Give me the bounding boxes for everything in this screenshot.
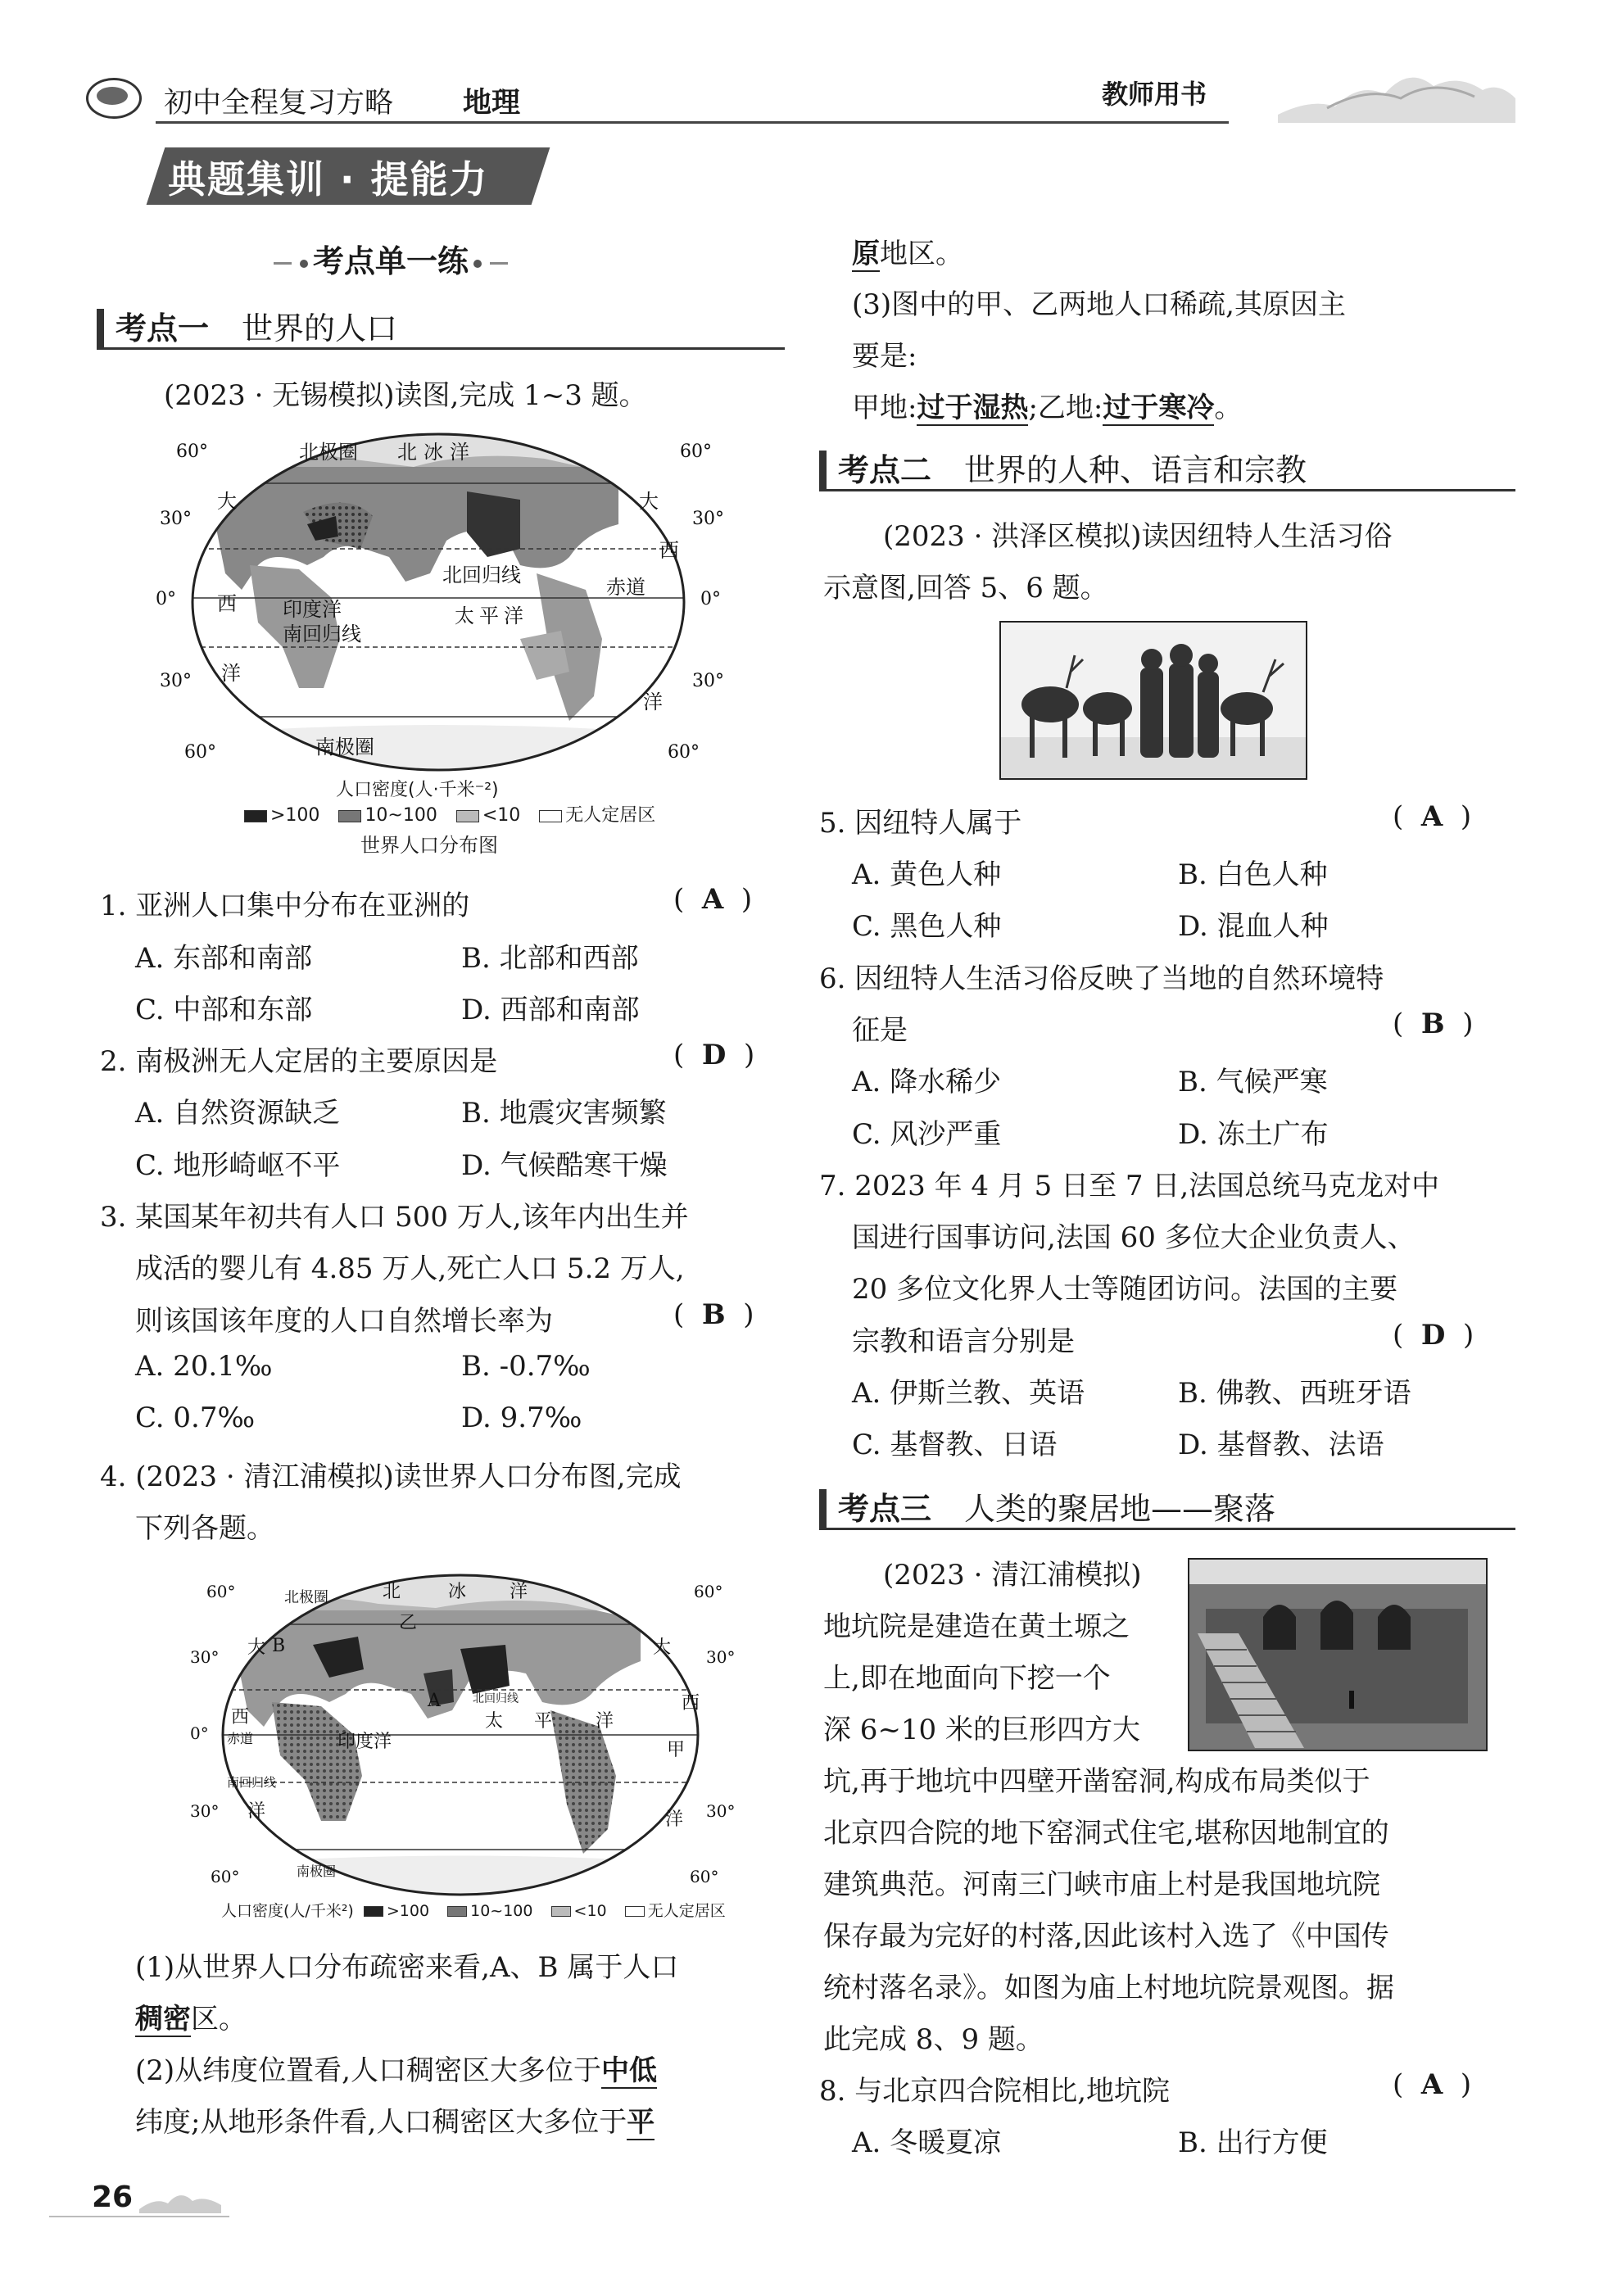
q3-option-c: C. 0.7‰ bbox=[135, 1402, 256, 1434]
topic-three-line-7: 建筑典范。河南三门峡市庙上村是我国地坑院 bbox=[823, 1868, 1380, 1901]
topic-three-line-10: 此完成 8、9 题。 bbox=[823, 2023, 1044, 2056]
topic-three-line-2: 地坑院是建造在黄土塬之 bbox=[823, 1610, 1130, 1643]
svg-text:南极圈: 南极圈 bbox=[297, 1864, 337, 1879]
map1-tropic-n: 北回归线 bbox=[442, 564, 521, 586]
q6-line-2: 征是 bbox=[852, 1014, 908, 1047]
map1-tropic-s: 南回归线 bbox=[283, 623, 361, 645]
q6-answer: ( B ) bbox=[1393, 1008, 1474, 1040]
topic-three-line-4: 深 6~10 米的巨形四方大 bbox=[823, 1714, 1140, 1746]
svg-text:60°: 60° bbox=[184, 742, 216, 763]
topic-two-intro-1: (2023 · 洪泽区模拟)读因纽特人生活习俗 bbox=[883, 520, 1393, 553]
q8-option-b: B. 出行方便 bbox=[1178, 2126, 1328, 2159]
header-rule bbox=[156, 121, 1229, 124]
cave-dwelling-photo bbox=[1188, 1558, 1488, 1751]
q3-option-b: B. -0.7‰ bbox=[461, 1350, 591, 1383]
q3-answer: ( B ) bbox=[673, 1298, 754, 1331]
svg-text:西: 西 bbox=[682, 1693, 700, 1714]
q6-option-c: C. 风沙严重 bbox=[852, 1118, 1002, 1151]
q7-option-c: C. 基督教、日语 bbox=[852, 1429, 1058, 1461]
q8-answer: ( A ) bbox=[1393, 2068, 1472, 2101]
svg-text:大: 大 bbox=[653, 1637, 672, 1658]
svg-text:甲: 甲 bbox=[667, 1740, 686, 1760]
svg-text:西: 西 bbox=[231, 1707, 250, 1728]
q5-option-a: A. 黄色人种 bbox=[852, 858, 1002, 891]
footer-decoration-icon bbox=[139, 2181, 221, 2213]
svg-text:30°: 30° bbox=[160, 671, 192, 691]
q5-answer: ( A ) bbox=[1393, 800, 1472, 833]
svg-text:60°: 60° bbox=[668, 742, 700, 763]
q1-option-c: C. 中部和东部 bbox=[135, 994, 313, 1026]
q1-option-a: A. 东部和南部 bbox=[135, 942, 313, 975]
q7-line-4: 宗教和语言分别是 bbox=[852, 1325, 1075, 1358]
map1-xi-right: 西 bbox=[659, 539, 679, 562]
q3-line-3: 则该国该年度的人口自然增长率为 bbox=[135, 1305, 553, 1338]
q2-option-a: A. 自然资源缺乏 bbox=[135, 1097, 341, 1130]
q3-line-2: 成活的婴儿有 4.85 万人,死亡人口 5.2 万人, bbox=[135, 1252, 685, 1285]
svg-text:30°: 30° bbox=[692, 671, 724, 691]
q5-option-d: D. 混血人种 bbox=[1178, 910, 1329, 943]
q6-option-a: A. 降水稀少 bbox=[852, 1066, 1002, 1098]
svg-text:北极圈: 北极圈 bbox=[284, 1589, 328, 1606]
svg-text:60°: 60° bbox=[176, 442, 208, 462]
q6-option-b: B. 气候严寒 bbox=[1178, 1066, 1328, 1098]
svg-text:30°: 30° bbox=[706, 1801, 736, 1821]
svg-text:0°: 0° bbox=[156, 589, 176, 609]
svg-text:60°: 60° bbox=[206, 1582, 236, 1601]
q4-part3-line2: 要是: bbox=[852, 340, 917, 373]
topic-three-line-1: (2023 · 清江浦模拟) bbox=[883, 1559, 1142, 1592]
map1-equator: 赤道 bbox=[606, 576, 645, 599]
map1-caption: 世界人口分布图 bbox=[360, 834, 498, 857]
topic-three-header: 考点三 人类的聚居地——聚落 bbox=[819, 1489, 1515, 1530]
map1-indian-ocean: 印度洋 bbox=[283, 598, 342, 621]
svg-text:60°: 60° bbox=[680, 442, 712, 462]
topic-three-line-5: 坑,再于地坑中四壁开凿窑洞,构成布局类似于 bbox=[823, 1765, 1370, 1798]
svg-text:印度洋: 印度洋 bbox=[337, 1732, 392, 1752]
q1-option-b: B. 北部和西部 bbox=[461, 942, 639, 975]
svg-text:南回归线: 南回归线 bbox=[227, 1775, 277, 1790]
svg-text:B: B bbox=[272, 1636, 286, 1656]
world-population-map-2 bbox=[190, 1571, 736, 1907]
q5-stem: 5. 因纽特人属于 bbox=[819, 807, 1022, 840]
q6-option-d: D. 冻土广布 bbox=[1178, 1118, 1329, 1151]
inuit-photo bbox=[999, 621, 1307, 780]
q7-line-1: 7. 2023 年 4 月 5 日至 7 日,法国总统马克龙对中 bbox=[819, 1170, 1440, 1202]
mountain-decoration-icon bbox=[1278, 49, 1515, 123]
q4-part3-line3: 甲地:过于湿热;乙地:过于寒冷。 bbox=[852, 392, 1243, 424]
world-population-map-1 bbox=[156, 426, 724, 778]
svg-text:太: 太 bbox=[485, 1711, 504, 1732]
map1-yang-right: 洋 bbox=[643, 691, 663, 713]
map1-yang-left: 洋 bbox=[221, 662, 241, 685]
book-title: 初中全程复习方略 bbox=[164, 87, 394, 120]
teacher-edition-label: 教师用书 bbox=[1102, 79, 1207, 110]
svg-text:30°: 30° bbox=[706, 1647, 736, 1667]
topic-two-header: 考点二 世界的人种、语言和宗教 bbox=[819, 451, 1515, 491]
footer-rule bbox=[49, 2216, 229, 2217]
svg-text:平: 平 bbox=[534, 1711, 553, 1732]
q4-part1-line2: 稠密区。 bbox=[135, 2003, 247, 2036]
svg-text:洋: 洋 bbox=[247, 1801, 266, 1822]
q7-line-3: 20 多位文化界人士等随团访问。法国的主要 bbox=[852, 1273, 1398, 1306]
map1-arctic-ocean: 北冰洋 bbox=[397, 441, 476, 464]
q4-part2-line3: 原地区。 bbox=[852, 238, 963, 270]
q1-stem: 1. 亚洲人口集中分布在亚洲的 bbox=[100, 890, 470, 922]
map2-legend: 人口密度(人/千米²) >100 10~100 <10 无人定居区 bbox=[221, 1902, 726, 1920]
map1-antarctic-circle: 南极圈 bbox=[315, 736, 374, 759]
q4-part3-line1: (3)图中的甲、乙两地人口稀疏,其原因主 bbox=[852, 288, 1346, 321]
map1-arctic-circle: 北极圈 bbox=[299, 441, 358, 464]
q4-part2-line2: 纬度;从地形条件看,人口稠密区大多位于平 bbox=[135, 2106, 655, 2139]
map1-legend-title: 人口密度(人·千米⁻²) bbox=[336, 780, 499, 800]
svg-text:洋: 洋 bbox=[596, 1711, 614, 1732]
svg-text:60°: 60° bbox=[211, 1867, 240, 1886]
q5-option-c: C. 黑色人种 bbox=[852, 910, 1002, 943]
q1-answer: ( A ) bbox=[673, 883, 753, 916]
svg-text:冰: 冰 bbox=[448, 1582, 467, 1602]
q7-option-d: D. 基督教、法语 bbox=[1178, 1429, 1384, 1461]
svg-text:0°: 0° bbox=[700, 589, 721, 609]
svg-text:北: 北 bbox=[383, 1582, 401, 1602]
topic-one-intro: (2023 · 无锡模拟)读图,完成 1~3 题。 bbox=[164, 379, 647, 412]
map1-legend: >100 10~100 <10 无人定居区 bbox=[231, 801, 655, 826]
topic-two-intro-2: 示意图,回答 5、6 题。 bbox=[823, 572, 1108, 605]
q4-line-2: 下列各题。 bbox=[135, 1512, 274, 1545]
page-number: 26 bbox=[92, 2181, 134, 2214]
svg-text:A: A bbox=[428, 1691, 441, 1711]
q2-option-b: B. 地震灾害频繁 bbox=[461, 1097, 667, 1130]
q7-answer: ( D ) bbox=[1393, 1319, 1474, 1352]
svg-text:60°: 60° bbox=[690, 1867, 719, 1886]
q2-answer: ( D ) bbox=[673, 1039, 755, 1071]
q4-line-1: 4. (2023 · 清江浦模拟)读世界人口分布图,完成 bbox=[100, 1460, 682, 1493]
map1-da-left: 大 bbox=[217, 490, 237, 513]
q2-option-c: C. 地形崎岖不平 bbox=[135, 1149, 341, 1182]
q1-option-d: D. 西部和南部 bbox=[461, 994, 640, 1026]
q8-stem: 8. 与北京四合院相比,地坑院 bbox=[819, 2075, 1171, 2108]
q3-option-a: A. 20.1‰ bbox=[135, 1350, 273, 1383]
q6-line-1: 6. 因纽特人生活习俗反映了当地的自然环境特 bbox=[819, 962, 1384, 995]
logo-icon bbox=[86, 78, 142, 119]
section-banner-text: 典题集训 · 提能力 bbox=[168, 157, 489, 202]
q2-stem: 2. 南极洲无人定居的主要原因是 bbox=[100, 1045, 498, 1078]
q2-option-d: D. 气候酷寒干燥 bbox=[461, 1149, 668, 1182]
svg-text:大: 大 bbox=[247, 1637, 266, 1658]
q7-option-a: A. 伊斯兰教、英语 bbox=[852, 1377, 1085, 1410]
subject-label: 地理 bbox=[463, 87, 521, 120]
topic-three-line-3: 上,即在地面向下挖一个 bbox=[823, 1662, 1111, 1695]
q4-part2-line1: (2)从纬度位置看,人口稠密区大多位于中低 bbox=[135, 2054, 657, 2087]
q5-option-b: B. 白色人种 bbox=[1178, 858, 1328, 891]
q3-option-d: D. 9.7‰ bbox=[461, 1402, 582, 1434]
svg-text:30°: 30° bbox=[190, 1801, 220, 1821]
svg-text:30°: 30° bbox=[190, 1647, 220, 1667]
section-heading: 考点单一练 bbox=[270, 236, 511, 281]
svg-text:30°: 30° bbox=[160, 509, 192, 529]
q7-option-b: B. 佛教、西班牙语 bbox=[1178, 1377, 1411, 1410]
svg-text:洋: 洋 bbox=[665, 1809, 684, 1830]
svg-text:乙: 乙 bbox=[399, 1613, 418, 1633]
svg-text:洋: 洋 bbox=[510, 1582, 528, 1602]
q3-line-1: 3. 某国某年初共有人口 500 万人,该年内出生并 bbox=[100, 1201, 689, 1234]
svg-text:赤道: 赤道 bbox=[227, 1731, 254, 1746]
topic-one-header: 考点一 世界的人口 bbox=[97, 309, 785, 350]
topic-three-line-6: 北京四合院的地下窑洞式住宅,堪称因地制宜的 bbox=[823, 1817, 1389, 1850]
svg-text:30°: 30° bbox=[692, 509, 724, 529]
q4-part1-line1: (1)从世界人口分布疏密来看,A、B 属于人口 bbox=[135, 1951, 679, 1984]
q8-option-a: A. 冬暖夏凉 bbox=[852, 2126, 1002, 2159]
svg-text:北回归线: 北回归线 bbox=[473, 1692, 519, 1705]
svg-text:0°: 0° bbox=[190, 1723, 209, 1743]
topic-three-line-9: 统村落名录》。如图为庙上村地坑院景观图。据 bbox=[823, 1972, 1394, 2004]
svg-text:60°: 60° bbox=[694, 1582, 723, 1601]
topic-three-line-8: 保存最为完好的村落,因此该村入选了《中国传 bbox=[823, 1920, 1389, 1953]
map1-pacific: 太平洋 bbox=[455, 605, 528, 627]
map1-xi-left: 西 bbox=[217, 592, 237, 615]
q7-line-2: 国进行国事访问,法国 60 多位大企业负责人、 bbox=[852, 1221, 1415, 1254]
map1-da-right: 大 bbox=[639, 490, 659, 513]
